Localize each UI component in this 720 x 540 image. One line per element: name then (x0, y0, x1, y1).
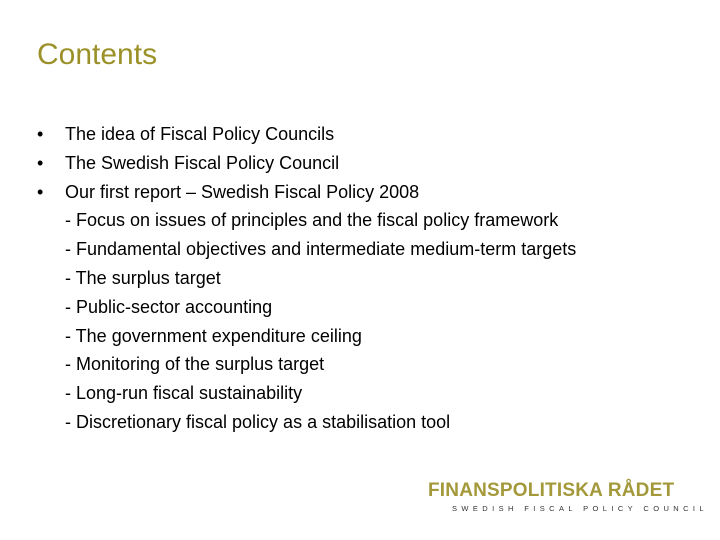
sub-item: - Public-sector accounting (65, 296, 273, 317)
sub-item: - The surplus target (65, 267, 221, 288)
sub-item: - Focus on issues of principles and the fiscal policy framework (65, 210, 559, 231)
bullet-text: The Swedish Fiscal Policy Council (65, 152, 340, 173)
sub-item: - Discretionary fiscal policy as a stabilisation tool (65, 411, 451, 432)
bullet-item (37, 149, 697, 178)
logo-tagline: SWEDISH FISCAL POLICY COUNCIL (452, 504, 708, 513)
bullet-icon: • (37, 152, 44, 173)
logo-wordmark: FINANSPOLITISKA RÅDET (428, 480, 675, 501)
contents-list (37, 120, 697, 437)
bullet-item (37, 120, 697, 149)
sub-item: - Long-run fiscal sustainability (65, 383, 303, 404)
bullet-text: Our first report – Swedish Fiscal Policy 2008 (65, 181, 420, 202)
council-logo (428, 480, 708, 514)
sub-item: - Fundamental objectives and intermediate medium-term targets (65, 239, 577, 260)
bullet-text: The idea of Fiscal Policy Councils (65, 124, 335, 144)
bullet-icon: • (37, 124, 44, 144)
bullet-item (37, 178, 697, 207)
slide-title: Contents (37, 38, 158, 71)
sub-item: - The government expenditure ceiling (65, 325, 362, 346)
bullet-icon: • (37, 181, 44, 202)
sub-item: - Monitoring of the surplus target (65, 354, 325, 375)
